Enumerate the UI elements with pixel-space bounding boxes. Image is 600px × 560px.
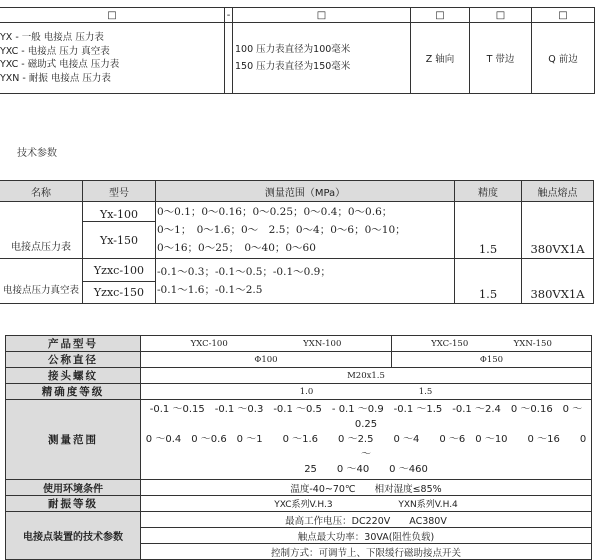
range-line: -0.1～0.3；-0.1～0.5；-0.1～0.9； <box>157 266 331 278</box>
header-contact: 触点熔点 <box>522 181 594 202</box>
range-line: -0.1 ～0.15 -0.1 ～0.3 -0.1 ～0.5 - 0.1 ～0.9 -0.1 ～1.5 -0.1 ～2.4 0 ～0.16 0 ～0.25 <box>149 404 583 430</box>
type-mark: □ <box>0 8 225 23</box>
type-item: YXC - 磁助式 电接点 压力表 <box>0 59 120 70</box>
band-mark: □ <box>470 8 532 23</box>
row-precision: 1.5 <box>455 202 522 259</box>
spec-row-tech <box>6 512 592 528</box>
dash-cell <box>225 23 233 94</box>
row-model: Yzxc-100 <box>83 259 156 282</box>
tech-line: 控制方式：可调节上、下限缓行磁助接点开关 <box>141 544 592 560</box>
row-model: Yx-100 <box>83 202 156 222</box>
model-150a: YXC-150 <box>431 338 469 349</box>
type-item: YXC - 电接点 压力 真空表 <box>0 45 110 57</box>
thread-value: M20x1.5 <box>141 368 592 384</box>
model-100-cell <box>141 336 392 352</box>
size-list <box>233 23 411 94</box>
params-header-row <box>0 181 594 202</box>
size-item: 100 压力表直径为100毫米 <box>235 44 351 55</box>
accuracy-100: 1.0 <box>299 386 314 397</box>
range-line: 0～1； 0～1.6；0～ 2.5；0～4；0～6；0～10； <box>157 224 406 236</box>
vibration-yxc: YXC系列V.H.3 <box>274 500 333 510</box>
spec-row-model <box>6 336 592 352</box>
dash-mark: - <box>225 8 233 23</box>
model-designation-table <box>0 7 595 94</box>
row-range <box>156 202 455 259</box>
diameter-100: Φ100 <box>141 352 392 368</box>
range-line: 0～16；0～25； 0～40；0～60 <box>157 242 316 254</box>
designation-header-row <box>0 8 595 23</box>
vibration-values <box>141 496 592 512</box>
spec-label: 产品型号 <box>6 336 141 352</box>
size-mark: □ <box>233 8 411 23</box>
size-item: 150 压力表直径为150毫米 <box>235 61 351 72</box>
axial-mark: □ <box>411 8 470 23</box>
vibration-yxn: YXN系列V.H.4 <box>398 500 458 510</box>
model-100b: YXN-100 <box>303 338 342 349</box>
table-row <box>0 202 594 222</box>
header-range: 测量范围（MPa） <box>156 181 455 202</box>
type-item: YXN - 耐振 电接点 压力表 <box>0 72 111 84</box>
spec-label: 测量范围 <box>6 400 141 480</box>
spec-row-vibration <box>6 496 592 512</box>
header-name: 名称 <box>0 181 83 202</box>
range-line: 25 0 ～40 0 ～460 <box>304 464 428 475</box>
model-100a: YXC-100 <box>190 338 228 349</box>
row-precision: 1.5 <box>455 259 522 304</box>
axial-option: Z 轴向 <box>411 23 470 94</box>
spec-table <box>5 335 592 560</box>
spec-row-range <box>6 400 592 480</box>
spec-label: 使用环境条件 <box>6 480 141 496</box>
front-option: Q 前边 <box>532 23 595 94</box>
band-option: T 带边 <box>470 23 532 94</box>
spec-label: 公称直径 <box>6 352 141 368</box>
row-name: 电接点压力真空表 <box>0 259 83 304</box>
tech-line: 最高工作电压：DC220V AC380V <box>141 512 592 528</box>
table-row <box>0 259 594 282</box>
spec-row-diameter <box>6 352 592 368</box>
row-range <box>156 259 455 304</box>
spec-label: 耐振等级 <box>6 496 141 512</box>
range-line: 0 ～0.4 0 ～0.6 0 ～1 0 ～1.6 0 ～2.5 0 ～4 0 ～6 0 ～10 0 ～16 0 ～ <box>145 434 587 460</box>
accuracy-values <box>141 384 592 400</box>
accuracy-150: 1.5 <box>418 386 433 397</box>
header-precision: 精度 <box>455 181 522 202</box>
tech-params-title: 技术参数 <box>17 148 57 159</box>
type-item: YX - 一般 电接点 压力表 <box>0 32 104 43</box>
row-contact: 380VX1A <box>522 202 594 259</box>
front-mark: □ <box>532 8 595 23</box>
tech-params-table <box>0 180 594 304</box>
row-model: Yzxc-150 <box>83 282 156 304</box>
spec-label: 电接点装置的技术参数 <box>6 512 141 560</box>
spec-row-accuracy <box>6 384 592 400</box>
model-150b: YXN-150 <box>513 338 552 349</box>
type-list <box>0 23 225 94</box>
tech-line: 触点最大功率：30VA(阻性负载) <box>141 528 592 544</box>
spec-row-environment <box>6 480 592 496</box>
row-contact: 380VX1A <box>522 259 594 304</box>
spec-row-thread <box>6 368 592 384</box>
spec-label: 精确度等级 <box>6 384 141 400</box>
diameter-150: Φ150 <box>392 352 592 368</box>
spec-label: 接头螺纹 <box>6 368 141 384</box>
environment-value: 温度-40~70℃ 相对湿度≤85% <box>141 480 592 496</box>
range-line: -0.1～1.6；-0.1～2.5 <box>157 284 263 296</box>
range-line: 0～0.1；0～0.16；0～0.25；0～0.4；0～0.6； <box>157 206 393 218</box>
designation-body-row <box>0 23 595 94</box>
row-name: 电接点压力表 <box>0 202 83 259</box>
model-150-cell <box>392 336 592 352</box>
range-values <box>141 400 592 480</box>
header-model: 型号 <box>83 181 156 202</box>
row-model: Yx-150 <box>83 222 156 259</box>
